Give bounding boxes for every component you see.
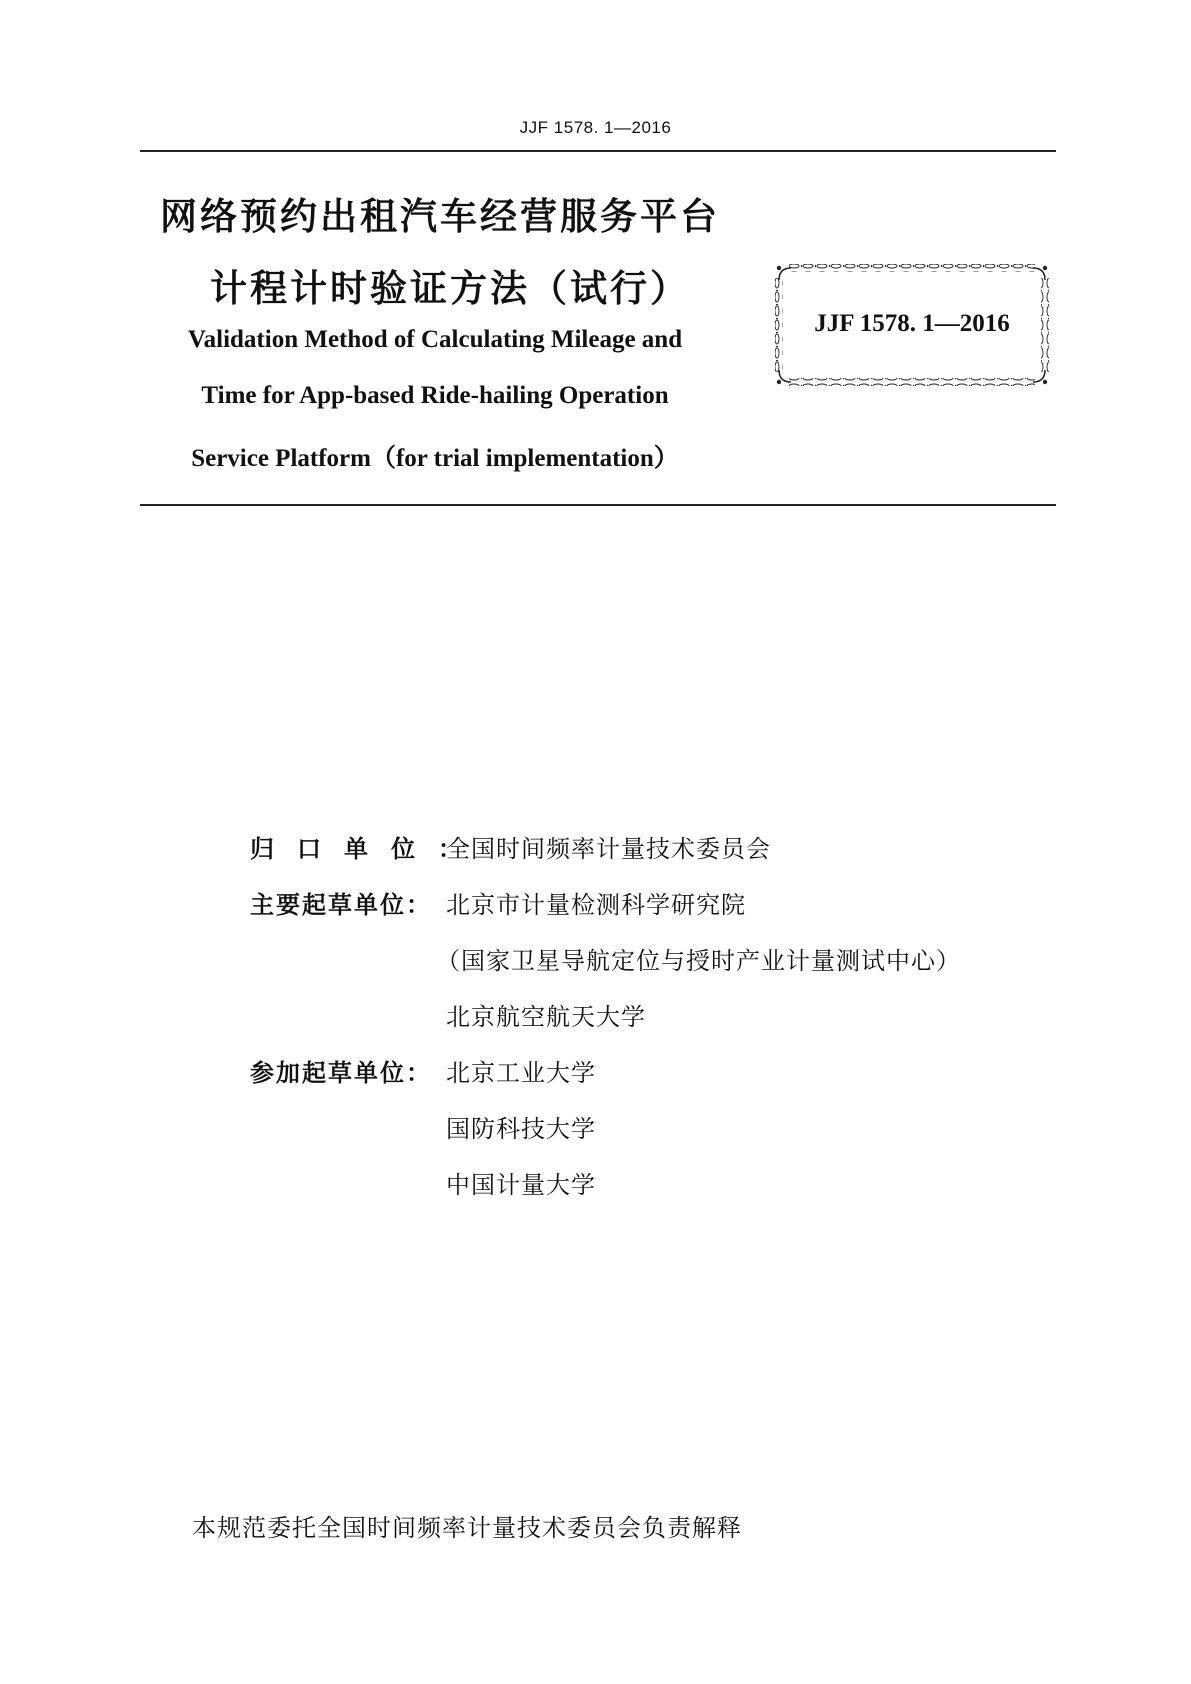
main-drafter-value: 北京市计量检测科学研究院: [446, 891, 746, 919]
frame-standard-code: JJF 1578. 1—2016: [814, 310, 1010, 337]
standard-code-frame: [773, 262, 1051, 388]
title-english-line-3: Service Platform（for trial implementation）: [191, 445, 679, 472]
participating-drafter-value: 国防科技大学: [446, 1115, 596, 1143]
header-standard-code: JJF 1578. 1—2016: [519, 118, 672, 137]
main-drafter-value: 北京航空航天大学: [446, 1003, 646, 1031]
title-english-line-2: Time for App-based Ride-hailing Operation: [201, 382, 669, 409]
participating-drafter-value: 北京工业大学: [446, 1059, 596, 1087]
centralized-unit-label: 归口单位：: [250, 835, 485, 863]
participating-drafter-value: 中国计量大学: [446, 1171, 596, 1199]
title-chinese-line-1: 网络预约出租汽车经营服务平台: [160, 195, 720, 238]
main-drafter-label: 主要起草单位：: [250, 891, 432, 919]
title-english-line-1: Validation Method of Calculating Mileage and: [187, 326, 683, 353]
main-drafter-value: （国家卫星导航定位与授时产业计量测试中心）: [436, 947, 961, 975]
top-divider: [140, 150, 1056, 152]
participating-drafter-label: 参加起草单位：: [250, 1059, 432, 1087]
title-chinese-line-2: 计程计时验证方法（试行）: [210, 267, 690, 310]
centralized-unit-value: 全国时间频率计量技术委员会: [446, 835, 771, 863]
bottom-divider: [140, 504, 1056, 506]
interpretation-note: 本规范委托全国时间频率计量技术委员会负责解释: [192, 1514, 742, 1542]
